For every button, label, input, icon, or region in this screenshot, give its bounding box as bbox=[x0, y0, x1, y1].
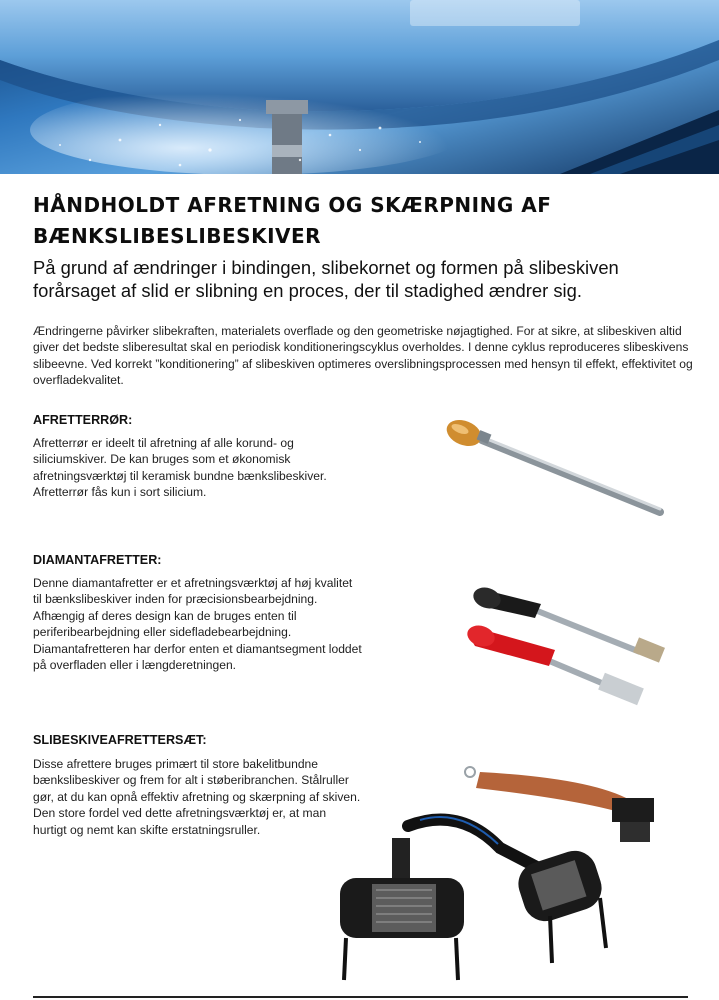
page-title: HÅNDHOLDT AFRETNING OG SKÆRPNING AF BÆNKSLIBESLIBESKIVER bbox=[33, 193, 552, 248]
wheel-dresser-set-image bbox=[330, 758, 690, 988]
section-text-diamantafretter: Denne diamantafretter er et afretningsværktøj af høj kvalitet til bænkslibeskiver inden for præcisionsbearbejdning. Afhængig af deres design kan de bruges enten til periferibearbejdning eller sidefladebearbejdning. Diamantafretteren har derfor enten et diamantsegment loddet på overfladen eller i længderetningen. bbox=[33, 576, 362, 673]
intro-paragraph: Ændringerne påvirker slibekraften, materialets overflade og den geometriske nøjagtighed. For at sikre, at slibeskiven altid giver det bedste sliberesultat skal en periodisk konditioneringscyklus overholdes. I denne cyklus reproduceres slibeskivens slibeevne. Ved korrekt ”konditionering” af slibeskiven optimeres overslibningsprocessen med hensyn til effekt, effektivitet og overfladekvalitet. bbox=[33, 324, 693, 387]
section-heading-diamantafretter: DIAMANTAFRETTER: bbox=[33, 553, 162, 567]
dressing-stick-image bbox=[440, 416, 670, 531]
section-heading-afretterror: AFRETTERRØR: bbox=[33, 413, 133, 427]
footer-rule bbox=[33, 996, 688, 998]
section-heading-slibeskiveafrettersaet: SLIBESKIVEAFRETTERSÆT: bbox=[33, 733, 207, 747]
section-text-slibeskiveafrettersaet: Disse afrettere bruges primært til store bakelitbundne bænkslibeskiver og frem for alt i støberibranchen. Stålruller gør, at du kan opnå effektiv afretning og skærpning af skiven. Den store fordel ved dette afretningsværktøj er, at man hurtigt og nemt kan skifte erstatningsruller. bbox=[33, 757, 361, 837]
lead-paragraph: På grund af ændringer i bindingen, slibekornet og formen på slibeskiven forårsaget af slid er slibning en proces, der til stadighed ændrer sig. bbox=[33, 257, 619, 301]
hero-image bbox=[0, 0, 719, 174]
section-text-afretterror: Afretterrør er ideelt til afretning af alle korund- og siliciumskiver. De kan bruges som et økonomisk afretningsværktøj til keramisk bundne bænkslibeskiver. Afretterrør fås kun i sort silicium. bbox=[33, 436, 327, 500]
diamond-dresser-image bbox=[465, 580, 680, 720]
